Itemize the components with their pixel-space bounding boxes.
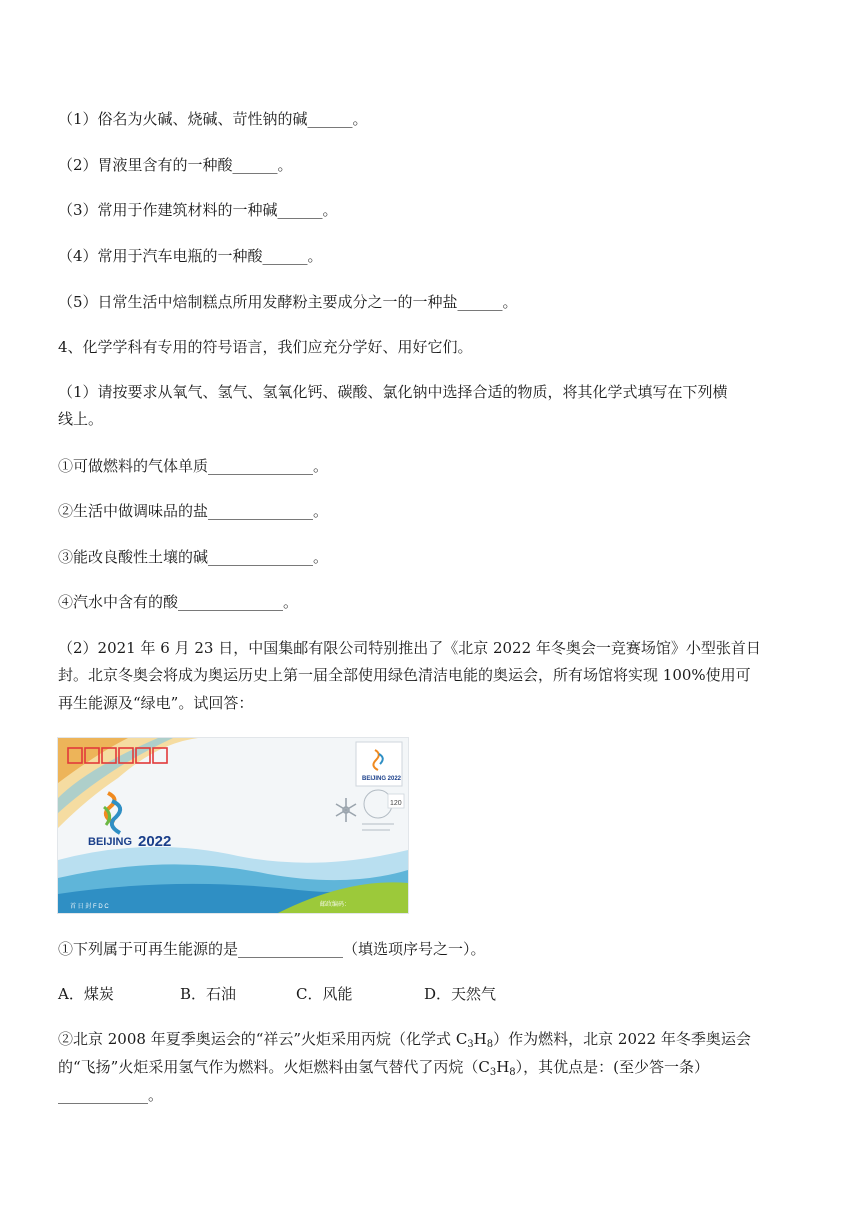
q4-renewable-question: ①下列属于可再生能源的是______________（填选项序号之一）。 <box>58 940 486 958</box>
option-d: D．天然气 <box>424 985 497 1003</box>
q4-choice-2: ②生活中做调味品的盐______________。 <box>58 502 329 520</box>
q3-item-4: （4）常用于汽车电瓶的一种酸______。 <box>58 247 323 265</box>
q4-part1-line2: 线上。 <box>58 410 104 428</box>
torch-line2-sub1: 3 <box>489 1067 497 1078</box>
option-a: A．煤炭 <box>58 985 114 1003</box>
option-c: C．风能 <box>296 985 353 1003</box>
q3-item-5: （5）日常生活中焙制糕点所用发酵粉主要成分之一的一种盐______。 <box>58 293 518 311</box>
q4-part2-line3: 再生能源及“绿电”。试回答： <box>58 694 254 712</box>
q4-torch-line2 <box>58 1056 709 1084</box>
torch-line2-sub2: 8 <box>509 1067 516 1078</box>
q3-item-3: （3）常用于作建筑材料的一种碱______。 <box>58 201 338 219</box>
torch-line1-b: H <box>473 1030 487 1048</box>
cover-logo-text: BEIJING <box>88 836 133 848</box>
q4-choice-4: ④汽水中含有的酸______________。 <box>58 593 299 611</box>
q4-part2-line1: （2）2021 年 6 月 23 日，中国集邮有限公司特别推出了《北京 2022 年冬奥会一竞赛场馆》小型张首日 <box>58 639 761 657</box>
cover-bottom-left-text: 首 日 封 F D C <box>70 904 109 910</box>
cover-logo-year: 2022 <box>138 833 172 850</box>
q4-choice-1: ①可做燃料的气体单质______________。 <box>58 457 329 475</box>
torch-line1-sub1: 3 <box>467 1039 474 1050</box>
torch-line2-a: 的“飞扬”火炬采用氢气作为燃料。火炬燃料由氢气替代了丙烷（C <box>58 1058 490 1076</box>
q4-part1-line1: （1）请按要求从氧气、氢气、氢氧化钙、碳酸、氯化钠中选择合适的物质，将其化学式填写在下列横 <box>58 383 728 401</box>
cover-postcode-text: 邮政编码： <box>320 902 351 908</box>
q4-torch-line1 <box>58 1028 751 1056</box>
first-day-cover-image <box>57 737 409 914</box>
q3-item-1: （1）俗名为火碱、烧碱、苛性钠的碱______。 <box>58 110 368 128</box>
torch-line2-c: ），其优点是：(至少答一条） <box>515 1058 710 1076</box>
torch-line2-b: H <box>496 1058 510 1076</box>
q4-part2-line2: 封。北京冬奥会将成为奥运历史上第一届全部使用绿色清洁电能的奥运会，所有场馆将实现 100%使用可 <box>58 666 751 684</box>
torch-line1-sub2: 8 <box>486 1039 494 1050</box>
option-b: B．石油 <box>180 985 237 1003</box>
q3-item-2: （2）胃液里含有的一种酸______。 <box>58 156 293 174</box>
q4-torch-line3: ____________。 <box>58 1086 164 1104</box>
q4-choice-3: ③能改良酸性土壤的碱______________。 <box>58 548 329 566</box>
q4-title: 4、化学学科有专用的符号语言，我们应充分学好、用好它们。 <box>58 338 473 356</box>
torch-line1-c: ）作为燃料，北京 2022 年冬季奥运会 <box>493 1030 751 1048</box>
stamp-value: 120 <box>390 800 402 807</box>
stamp-logo-text: BEIJING 2022 <box>362 776 402 782</box>
torch-line1-a: ②北京 2008 年夏季奥运会的“祥云”火炬采用丙烷（化学式 C <box>58 1030 468 1048</box>
